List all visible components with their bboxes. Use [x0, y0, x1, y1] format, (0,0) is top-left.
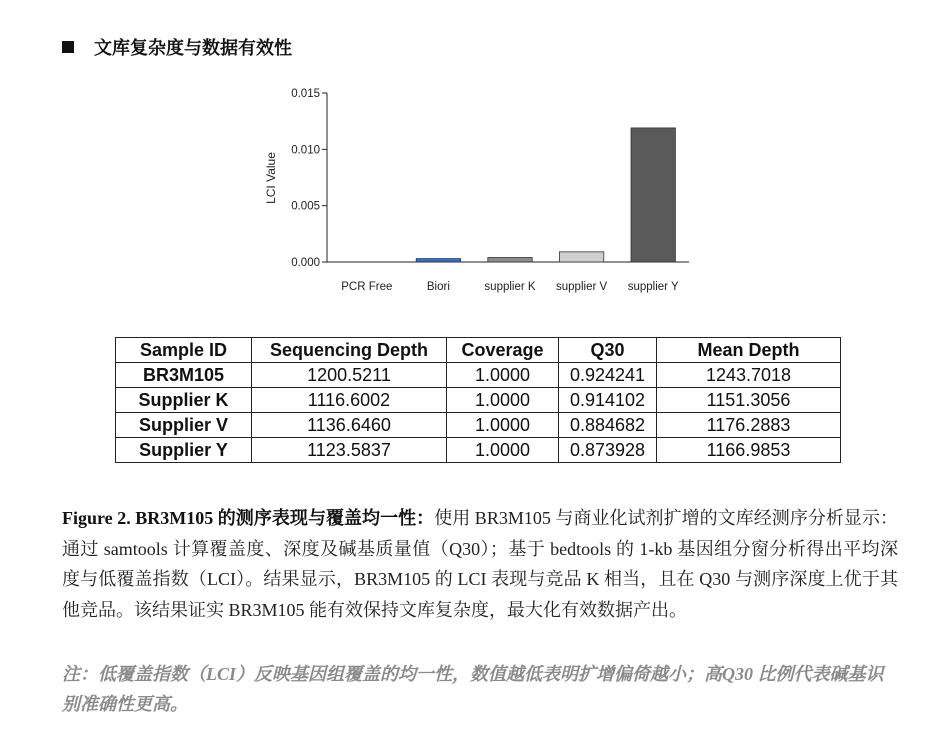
- cell-q30: 0.884682: [559, 413, 657, 438]
- cell-mean-depth: 1151.3056: [657, 388, 841, 413]
- table-row: [116, 413, 841, 438]
- header-sample-id: Sample ID: [116, 338, 252, 363]
- table-row: [116, 388, 841, 413]
- section-heading: [62, 34, 292, 60]
- x-axis: [327, 262, 689, 293]
- bullet-square-icon: [62, 41, 74, 53]
- cell-sample-id: BR3M105: [116, 363, 252, 388]
- table-row: [116, 438, 841, 463]
- cell-coverage: 1.0000: [447, 363, 559, 388]
- y-tick-label: 0.010: [291, 144, 320, 157]
- bar-supplier-v: [559, 252, 603, 262]
- cell-q30: 0.924241: [559, 363, 657, 388]
- cell-sequencing-depth: 1123.5837: [252, 438, 447, 463]
- x-tick-label: supplier V: [556, 281, 608, 293]
- cell-mean-depth: 1166.9853: [657, 438, 841, 463]
- cell-mean-depth: 1243.7018: [657, 363, 841, 388]
- y-axis-label: LCI Value: [264, 152, 278, 204]
- header-mean-depth: Mean Depth: [657, 338, 841, 363]
- cell-q30: 0.914102: [559, 388, 657, 413]
- figure-caption: [62, 503, 898, 625]
- header-sequencing-depth: Sequencing Depth: [252, 338, 447, 363]
- bar-supplier-k: [488, 257, 532, 262]
- cell-coverage: 1.0000: [447, 438, 559, 463]
- header-q30: Q30: [559, 338, 657, 363]
- y-axis: [291, 88, 327, 269]
- bar-biori: [416, 259, 460, 262]
- cell-coverage: 1.0000: [447, 388, 559, 413]
- cell-sample-id: Supplier V: [116, 413, 252, 438]
- cell-sequencing-depth: 1136.6460: [252, 413, 447, 438]
- header-coverage: Coverage: [447, 338, 559, 363]
- results-table-wrap: [115, 337, 841, 463]
- table-row: [116, 363, 841, 388]
- bars: [416, 128, 675, 262]
- table-header-row: [116, 338, 841, 363]
- bar-supplier-y: [631, 128, 675, 262]
- cell-q30: 0.873928: [559, 438, 657, 463]
- results-table: [115, 337, 841, 463]
- x-tick-label: supplier K: [484, 281, 536, 293]
- lci-bar-chart: [255, 78, 715, 300]
- y-tick-label: 0.015: [291, 88, 320, 100]
- figure-note: 注：低覆盖指数（LCI）反映基因组覆盖的均一性，数值越低表明扩增偏倚越小；高Q30 比例代表碱基识别准确性更高。: [62, 664, 884, 714]
- section-title: 文库复杂度与数据有效性: [94, 38, 292, 59]
- x-tick-label: supplier Y: [627, 281, 679, 293]
- y-tick-label: 0.005: [291, 200, 320, 213]
- x-tick-label: Biori: [426, 281, 450, 293]
- caption-body: 使用 BR3M105 与商业化试剂扩增的文库经测序分析显示：通过 samtools 计算覆盖度、深度及碱基质量值（Q30）；基于 bedtools 的 1-kb 基因组分窗分析得出平均深度与低覆盖指数（LCI）。结果显示，BR3M105 的 LCI 表现与竞品 K 相当，且在 Q30 与测序深度上优于其他竞品。该结果证实 BR3M105 能有效保持文库复杂度，最大化有效数据产出。: [62, 508, 899, 620]
- x-tick-label: PCR Free: [341, 281, 393, 293]
- cell-mean-depth: 1176.2883: [657, 413, 841, 438]
- y-tick-label: 0.000: [291, 257, 320, 269]
- cell-sample-id: Supplier K: [116, 388, 252, 413]
- cell-sequencing-depth: 1116.6002: [252, 388, 447, 413]
- figure-label: Figure 2. BR3M105 的测序表现与覆盖均一性：: [62, 508, 435, 528]
- cell-sequencing-depth: 1200.5211: [252, 363, 447, 388]
- cell-coverage: 1.0000: [447, 413, 559, 438]
- cell-sample-id: Supplier Y: [116, 438, 252, 463]
